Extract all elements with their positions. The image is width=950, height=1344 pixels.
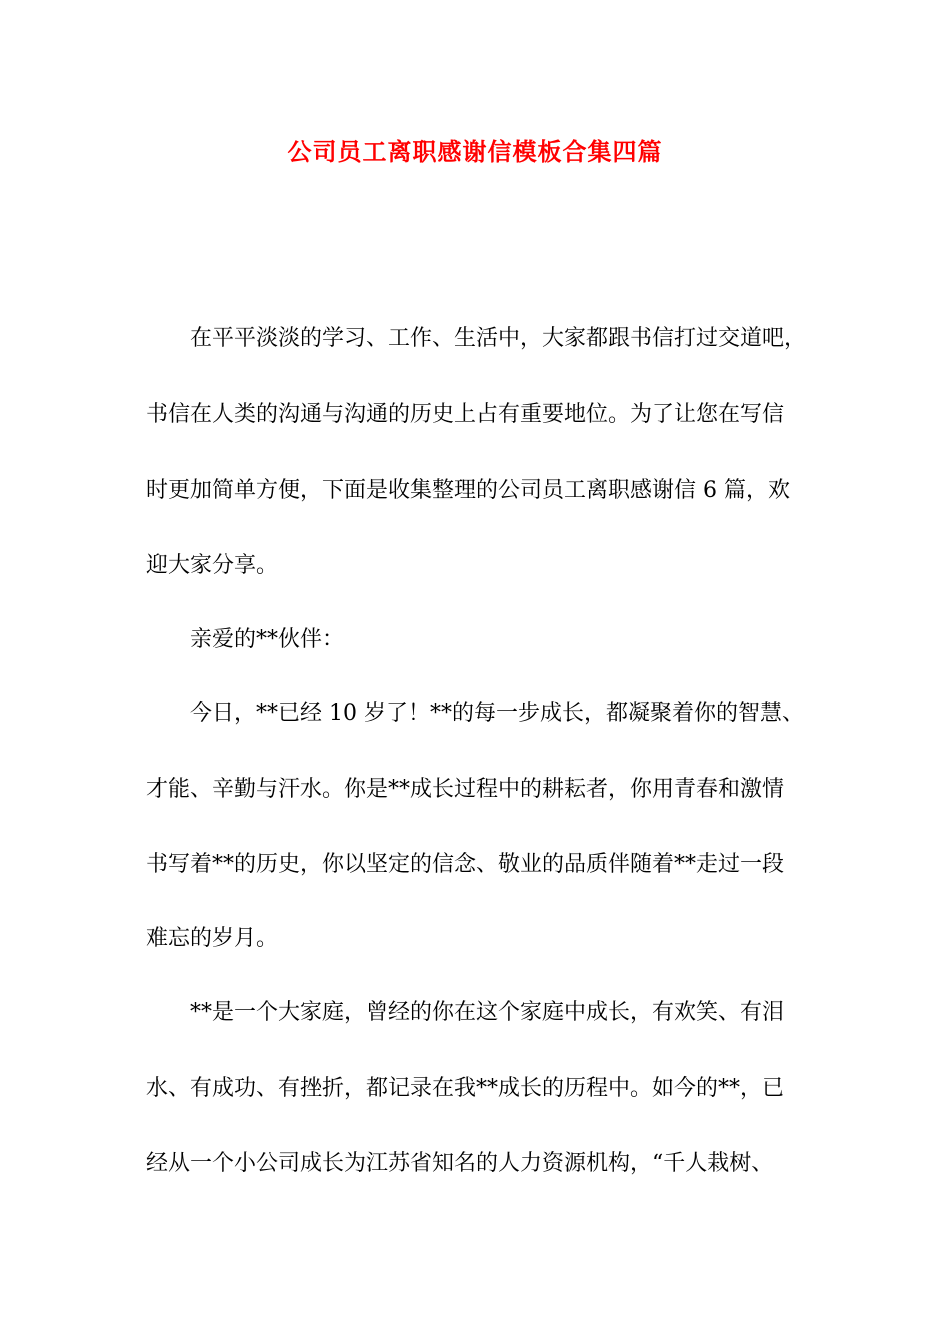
paragraph-line: 经从一个小公司成长为江苏省知名的人力资源机构，“千人栽树、 (146, 1151, 774, 1176)
paragraph-line: 水、有成功、有挫折，都记录在我**成长的历程中。如今的**，已 (146, 1076, 785, 1101)
paragraph-line: 在平平淡淡的学习、工作、生活中，大家都跟书信打过交道吧， (190, 326, 807, 351)
paragraph-line: **是一个大家庭，曾经的你在这个家庭中成长，有欢笑、有泪 (190, 1000, 785, 1025)
paragraph-line: 书信在人类的沟通与沟通的历史上占有重要地位。为了让您在写信 (146, 402, 785, 427)
paragraph-line: 今日，**已经 10 岁了！**的每一步成长，都凝聚着你的智慧、 (190, 701, 804, 726)
salutation-line: 亲爱的**伙伴： (190, 627, 345, 652)
paragraph-line: 才能、辛勤与汗水。你是**成长过程中的耕耘者，你用青春和激情 (146, 777, 785, 802)
document-title: 公司员工离职感谢信模板合集四篇 (287, 137, 663, 166)
paragraph-line: 迎大家分享。 (146, 553, 279, 578)
paragraph-line: 时更加简单方便，下面是收集整理的公司员工离职感谢信 6 篇，欢 (146, 478, 790, 503)
paragraph-line: 难忘的岁月。 (146, 926, 279, 951)
paragraph-line: 书写着**的历史，你以坚定的信念、敬业的品质伴随着**走过一段 (146, 852, 785, 877)
